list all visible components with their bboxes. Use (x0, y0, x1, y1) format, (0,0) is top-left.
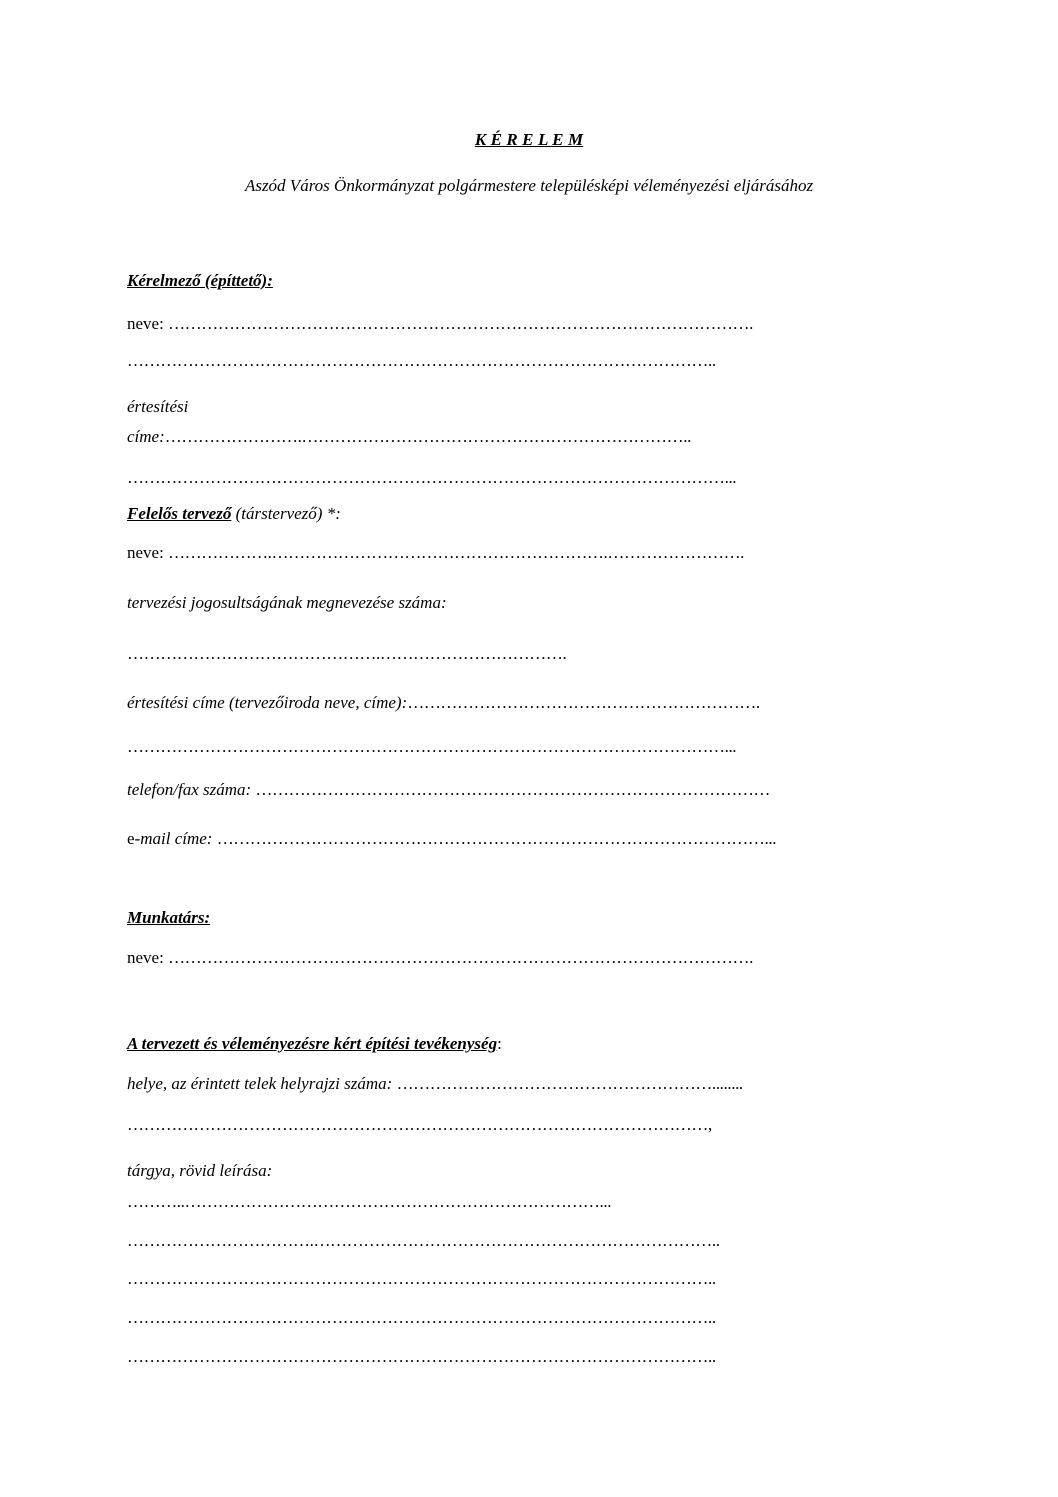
designer-address-row (127, 694, 760, 711)
coworker-heading: Munkatárs: (127, 908, 211, 927)
designer-phone-field[interactable]: ………………………………………………………………………………… (255, 780, 771, 799)
coworker-name-field[interactable]: ……………………………………………………………………………………………. (168, 948, 753, 967)
designer-phone-row (127, 781, 770, 798)
applicant-name-field[interactable]: ……………………………………………………………………………………………. (168, 314, 753, 333)
activity-subject-field-line5[interactable]: …………………………………………………………………………………………….. (127, 1347, 716, 1366)
designer-email-prefix: e- (127, 829, 141, 848)
applicant-address-label-line2: címe: (127, 427, 165, 446)
designer-name-label: neve: (127, 543, 164, 562)
applicant-name-row (127, 315, 753, 332)
designer-email-row (127, 830, 776, 847)
coworker-name-label: neve: (127, 948, 164, 967)
designer-address-field-line2[interactable]: ………………………………………………………………………………………………... (127, 737, 737, 756)
activity-location-field[interactable]: …………………………………………………........ (396, 1074, 743, 1093)
applicant-address-field-line2[interactable]: ………………………………………………………………………………………………... (127, 468, 737, 487)
applicant-name-label: neve: (127, 314, 164, 333)
designer-name-row (127, 544, 744, 561)
document-title: K É R E L E M (474, 130, 584, 149)
applicant-address-row (127, 428, 691, 445)
designer-address-field[interactable]: ………………………………………………………. (407, 693, 760, 712)
applicant-name-field-line2[interactable]: …………………………………………………………………………………………….. (127, 351, 716, 370)
designer-license-field[interactable]: ……………………………………….……………………………. (127, 644, 567, 663)
designer-heading: Felelős tervező (127, 504, 232, 523)
activity-location-field-line2[interactable]: ……………………………………………………………………………………………, (127, 1115, 712, 1134)
designer-email-field[interactable]: ………………………………………………………………………………………... (216, 829, 777, 848)
activity-heading-suffix: : (497, 1034, 502, 1053)
document-subtitle: Aszód Város Önkormányzat polgármestere településképi véleményezési eljárásához (244, 176, 814, 195)
activity-heading: A tervezett és véleményezésre kért építési tevékenység (127, 1034, 498, 1053)
designer-address-label: értesítési címe (tervezőiroda neve, címe): (127, 693, 408, 712)
activity-subject-label: tárgya, rövid leírása: (127, 1161, 273, 1180)
designer-email-label: mail címe: (140, 829, 213, 848)
designer-name-field[interactable]: ……………….…………………………………………………….……………………. (168, 543, 745, 562)
activity-subject-field-line1[interactable]: ………..…………………………………………………………………... (127, 1192, 612, 1211)
activity-subject-field-line3[interactable]: …………………………………………………………………………………………….. (127, 1269, 716, 1288)
activity-location-row (127, 1075, 743, 1092)
applicant-heading: Kérelmező (építtető): (127, 271, 273, 290)
applicant-address-field[interactable]: …………………….…………………………………………………………….. (164, 427, 691, 446)
applicant-address-label-line1: értesítési (127, 397, 189, 416)
designer-phone-label: telefon/fax száma: (127, 780, 252, 799)
activity-subject-field-line4[interactable]: …………………………………………………………………………………………….. (127, 1308, 716, 1327)
coworker-name-row (127, 949, 753, 966)
activity-subject-field-line2[interactable]: …………………………….……………………………………………………………….. (127, 1231, 720, 1250)
designer-heading-suffix: (társtervező) *: (231, 504, 341, 523)
activity-location-label: helye, az érintett telek helyrajzi száma: (127, 1074, 393, 1093)
designer-license-label: tervezési jogosultságának megnevezése száma: (127, 593, 447, 612)
activity-heading-row (127, 1035, 502, 1052)
designer-heading-row (127, 505, 341, 522)
